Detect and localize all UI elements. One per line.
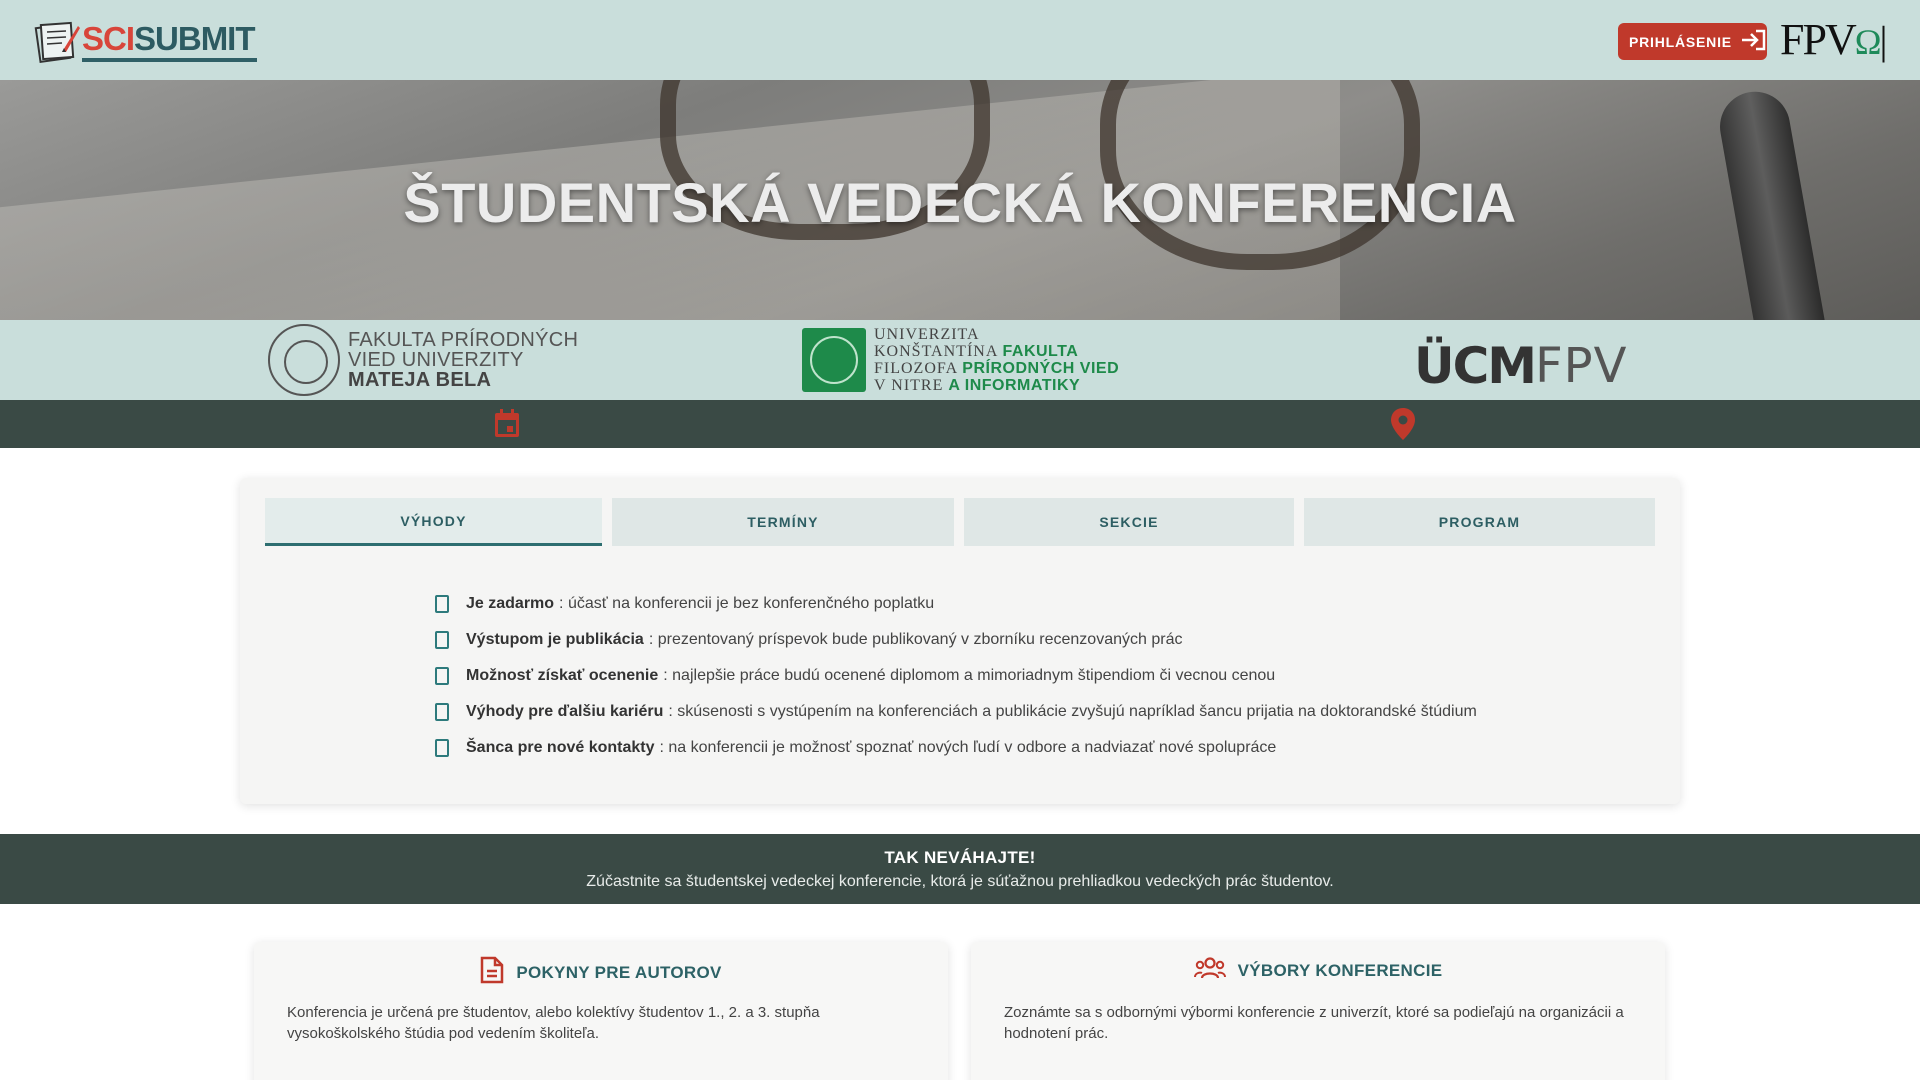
paper-quill-icon	[34, 18, 82, 64]
sci-submit-logo[interactable]	[34, 18, 257, 64]
benefit-text: : na konferencii je možnosť spoznať nových ľudí v odbore a nadviazať nové spolupráce	[659, 739, 1277, 756]
tab-sekcie[interactable]: SEKCIE	[964, 498, 1294, 546]
list-item	[435, 658, 1477, 694]
partner-text-line: MATEJA BELA	[348, 369, 492, 391]
partner-text-line: UNIVERZITA	[874, 326, 980, 343]
tab-terminy[interactable]: TERMÍNY	[612, 498, 954, 546]
partner-text-line: V NITRE	[874, 377, 944, 394]
card-text: Zoznámte sa s odbornými výbormi konferencie z univerzít, ktoré sa podieľajú na organizácii a hodnotení prác.	[1004, 1004, 1624, 1042]
partner-text-line: FILOZOFA	[874, 360, 958, 377]
committees-card[interactable]	[971, 942, 1665, 1080]
list-item	[435, 730, 1477, 766]
benefit-title: Výstupom je publikácia	[466, 631, 644, 648]
benefit-text: : skúsenosti s vystúpením na konferenciách a publikácie zvyšujú napríklad šancu prijatia na doktorandské štúdium	[668, 703, 1477, 720]
cta-title: TAK NEVÁHAJTE!	[884, 848, 1036, 867]
calendar-icon	[489, 406, 525, 442]
partner-logo-fpv-umb[interactable]	[268, 322, 578, 398]
fpv-logo-symbol: Ω	[1854, 22, 1880, 62]
check-icon	[435, 595, 449, 613]
check-icon	[435, 631, 449, 649]
conference-details-card	[240, 478, 1680, 804]
group-icon	[1194, 956, 1226, 985]
benefits-list	[435, 586, 1477, 766]
login-icon	[1740, 28, 1768, 55]
list-item	[435, 622, 1477, 658]
call-to-action-banner	[0, 834, 1920, 904]
benefit-text: : prezentovaný príspevok bude publikovaný v zborníku recenzovaných prác	[648, 631, 1183, 648]
fpv-logo-text: FPV	[1780, 15, 1855, 64]
partner-text-line: A INFORMATIKY	[948, 377, 1081, 394]
check-icon	[435, 739, 449, 757]
partner-logo-ucm[interactable]	[1414, 328, 1627, 404]
benefit-text: : účasť na konferencii je bez konferenčného poplatku	[559, 595, 935, 612]
card-title: VÝBORY KONFERENCIE	[1237, 960, 1443, 980]
cta-text: Zúčastnite sa študentskej vedeckej konferencie, ktorá je súťažnou prehliadkou vedeckých prác študentov.	[586, 873, 1334, 890]
logo-submit-text: SUBMIT	[134, 20, 255, 57]
umb-seal-icon	[268, 324, 340, 396]
tab-program[interactable]: PROGRAM	[1304, 498, 1655, 546]
partner-text-line: FAKULTA PRÍRODNÝCH	[348, 329, 579, 351]
author-guidelines-card[interactable]	[254, 942, 948, 1080]
partner-text-line: PRÍRODNÝCH VIED	[962, 360, 1120, 377]
check-icon	[435, 667, 449, 685]
ucm-suffix-text: FPV	[1535, 338, 1628, 394]
partner-text-line: FAKULTA	[1002, 343, 1079, 360]
card-text: Konferencia je určená pre študentov, alebo kolektívy študentov 1., 2. a 3. stupňa vysokoškolského štúdia pod vedením školiteľa.	[287, 1004, 820, 1042]
conference-info-bar	[0, 400, 1920, 448]
partner-text-line: VIED UNIVERZITY	[348, 349, 524, 371]
benefit-title: Výhody pre ďalšiu kariéru	[466, 703, 664, 720]
hero-title: ŠTUDENTSKÁ VEDECKÁ KONFERENCIA	[403, 171, 1517, 234]
tab-vyhody[interactable]: VÝHODY	[265, 498, 602, 546]
card-title: POKYNY PRE AUTOROV	[516, 962, 722, 982]
ucm-mark-text: ÜCM	[1414, 337, 1536, 395]
partner-logos-strip	[0, 320, 1920, 400]
benefit-title: Je zadarmo	[466, 595, 555, 612]
top-header	[0, 0, 1920, 80]
ukf-seal-icon	[802, 328, 866, 392]
benefit-text: : najlepšie práce budú ocenené diplomom a mimoriadnym štipendiom či vecnou cenou	[663, 667, 1276, 684]
partner-logo-ukf[interactable]	[802, 322, 1119, 398]
check-icon	[435, 703, 449, 721]
partner-text-line: KONŠTANTÍNA	[874, 343, 998, 360]
benefit-title: Možnosť získať ocenenie	[466, 667, 659, 684]
hero-banner	[0, 80, 1920, 320]
list-item	[435, 694, 1477, 730]
list-item	[435, 586, 1477, 622]
document-icon	[480, 956, 504, 989]
login-button[interactable]	[1618, 23, 1767, 60]
benefit-title: Šanca pre nové kontakty	[466, 739, 655, 756]
location-pin-icon	[1385, 406, 1421, 442]
logo-sci-text: SCI	[82, 20, 135, 57]
login-button-label: PRIHLÁSENIE	[1629, 33, 1732, 50]
fpv-logo[interactable]: FPVΩ|	[1780, 15, 1886, 64]
